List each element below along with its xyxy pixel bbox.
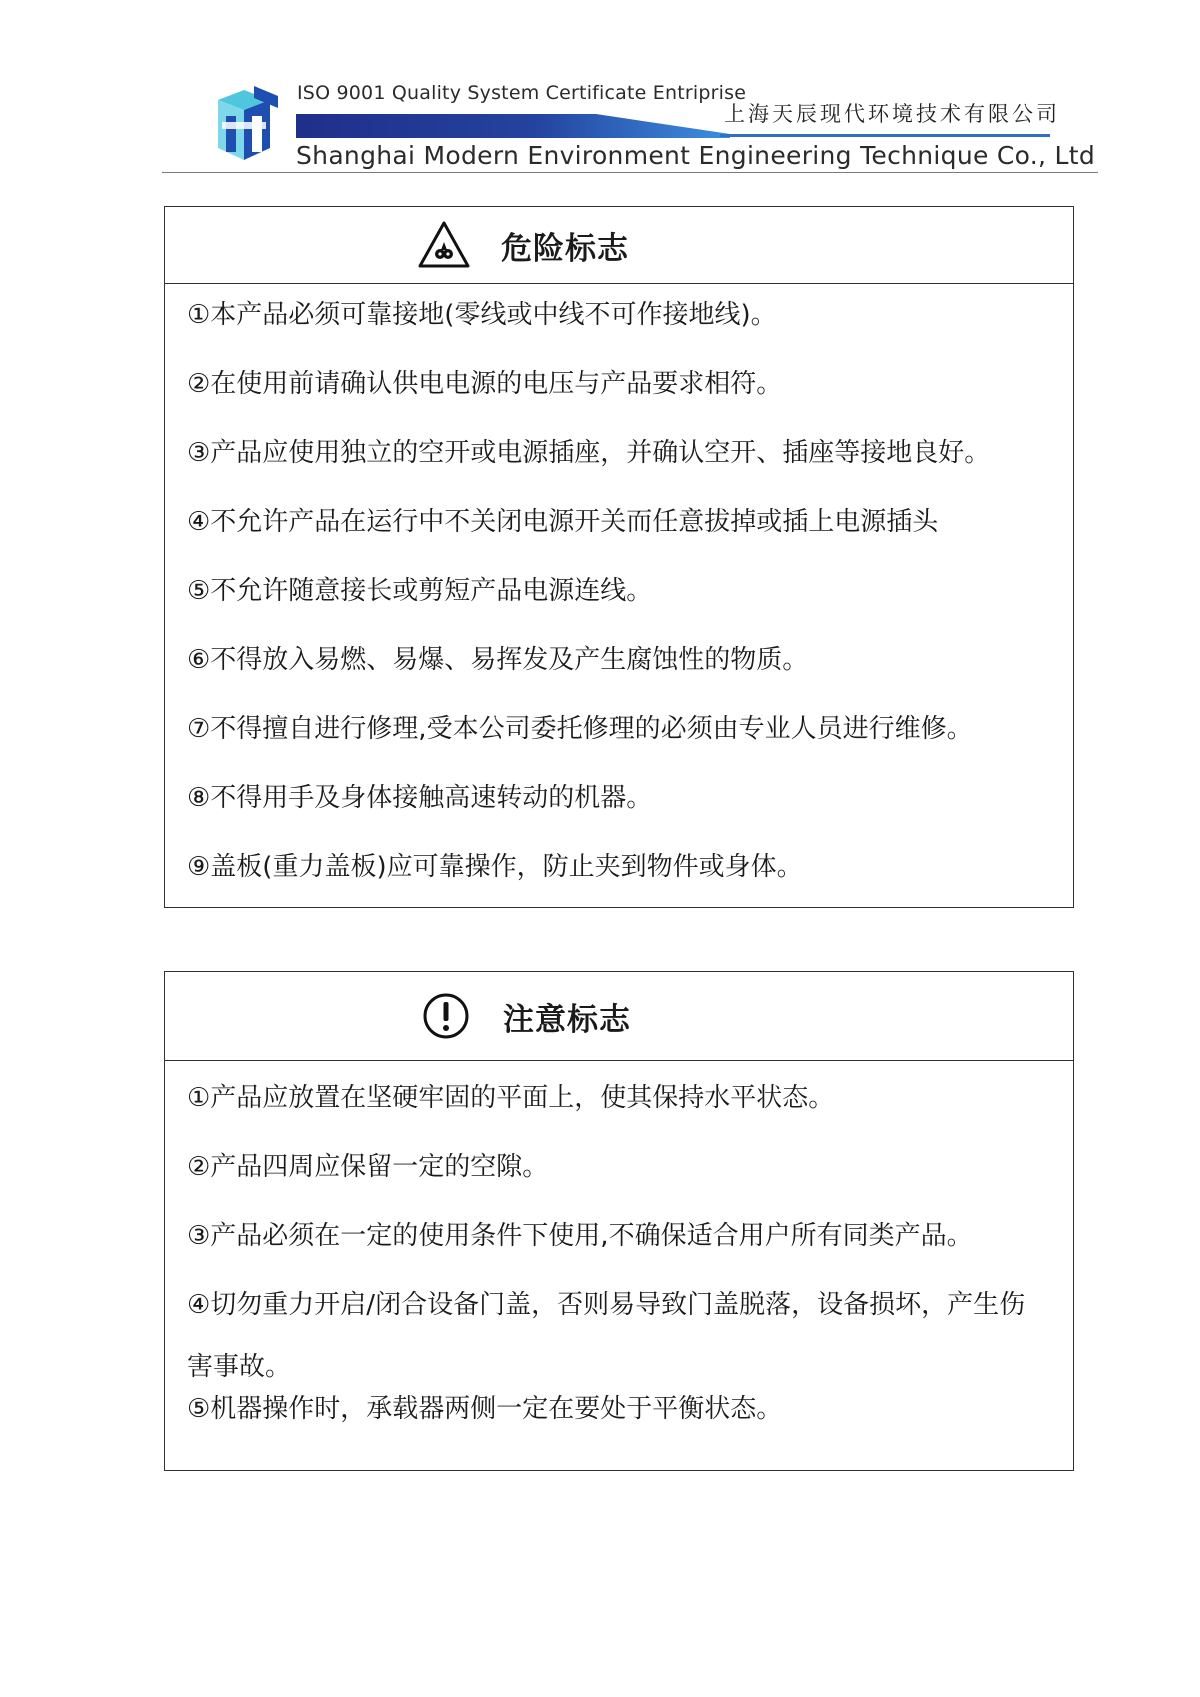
list-item: ②产品四周应保留一定的空隙。 bbox=[187, 1152, 549, 1182]
header-color-band bbox=[296, 114, 730, 138]
danger-panel-header bbox=[165, 207, 1073, 284]
danger-title-wrap bbox=[417, 207, 629, 283]
caution-list bbox=[165, 1061, 1073, 1459]
list-item: ③产品必须在一定的使用条件下使用,不确保适合用户所有同类产品。 bbox=[187, 1221, 973, 1251]
danger-panel bbox=[164, 206, 1074, 908]
document-header bbox=[0, 0, 1200, 180]
list-item: ⑤机器操作时，承载器两侧一定在要处于平衡状态。 bbox=[187, 1394, 783, 1424]
company-name-en: Shanghai Modern Environment Engineering Technique Co., Ltd bbox=[296, 141, 1096, 170]
list-item: ④切勿重力开启/闭合设备门盖，否则易导致门盖脱落，设备损坏，产生伤害事故。 bbox=[187, 1290, 1026, 1382]
caution-panel bbox=[164, 971, 1074, 1471]
list-item: ①本产品必须可靠接地(零线或中线不可作接地线)。 bbox=[187, 300, 777, 330]
list-item: ⑦不得擅自进行修理,受本公司委托修理的必须由专业人员进行维修。 bbox=[187, 714, 973, 744]
warning-triangle-icon bbox=[417, 220, 471, 270]
list-item: ③产品应使用独立的空开或电源插座，并确认空开、插座等接地良好。 bbox=[187, 438, 991, 468]
header-accent-line bbox=[720, 134, 1050, 137]
iso-certificate-text: ISO 9001 Quality System Certificate Entriprise bbox=[297, 82, 747, 104]
caution-panel-header bbox=[165, 972, 1073, 1061]
list-item: ⑥不得放入易燃、易爆、易挥发及产生腐蚀性的物质。 bbox=[187, 645, 809, 675]
list-item: ⑨盖板(重力盖板)应可靠操作，防止夹到物件或身体。 bbox=[187, 852, 803, 882]
company-logo-icon bbox=[208, 86, 280, 164]
list-item: ⑤不允许随意接长或剪短产品电源连线。 bbox=[187, 576, 653, 606]
list-item: ④不允许产品在运行中不关闭电源开关而任意拔掉或插上电源插头 bbox=[187, 507, 939, 537]
caution-title-wrap bbox=[419, 972, 631, 1060]
header-divider bbox=[162, 172, 1098, 173]
danger-title: 危险标志 bbox=[501, 230, 629, 267]
list-item: ②在使用前请确认供电电源的电压与产品要求相符。 bbox=[187, 369, 783, 399]
list-item: ①产品应放置在坚硬牢固的平面上，使其保持水平状态。 bbox=[187, 1083, 835, 1113]
exclamation-circle-icon bbox=[419, 991, 473, 1041]
danger-list bbox=[165, 284, 1073, 917]
company-name-cn: 上海天辰现代环境技术有限公司 bbox=[724, 102, 1060, 126]
list-item: ⑧不得用手及身体接触高速转动的机器。 bbox=[187, 783, 653, 813]
caution-title: 注意标志 bbox=[503, 1001, 631, 1038]
